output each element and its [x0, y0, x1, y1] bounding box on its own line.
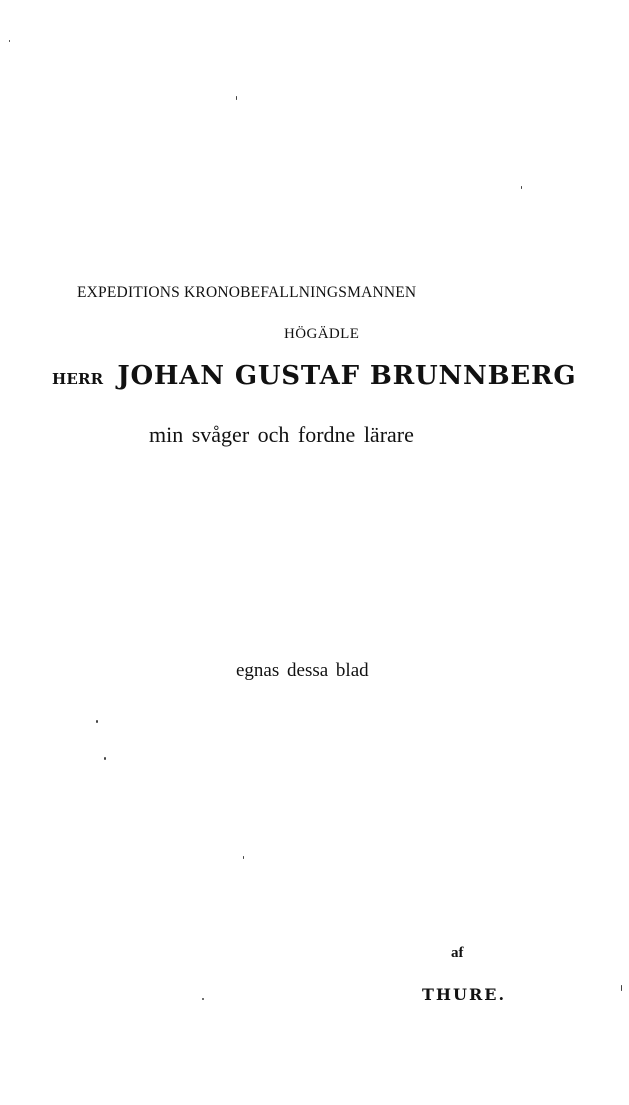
scan-speck	[236, 96, 237, 100]
relation-line: min svåger och fordne lärare	[149, 422, 414, 447]
first-name: JOHAN	[117, 361, 225, 391]
scan-speck	[243, 856, 244, 859]
surname: BRUNNBERG	[369, 361, 577, 391]
herr-label: HERR	[52, 370, 104, 388]
middle-name: GUSTAF	[234, 361, 360, 391]
scan-speck	[9, 40, 10, 42]
by-word: af	[451, 945, 464, 961]
dedication-phrase: egnas dessa blad	[236, 660, 369, 681]
scan-speck	[621, 985, 622, 991]
dedicatee-name-line	[52, 361, 576, 391]
scan-speck	[521, 186, 522, 189]
dedication-title-line: EXPEDITIONS KRONOBEFALLNINGSMANNEN	[77, 284, 417, 301]
dedication-honorific-line: HÖGÄDLE	[284, 326, 360, 342]
scan-speck	[96, 720, 98, 723]
author-signature: THURE.	[422, 985, 507, 1004]
scan-speck	[104, 757, 106, 760]
scan-speck	[202, 998, 204, 1000]
